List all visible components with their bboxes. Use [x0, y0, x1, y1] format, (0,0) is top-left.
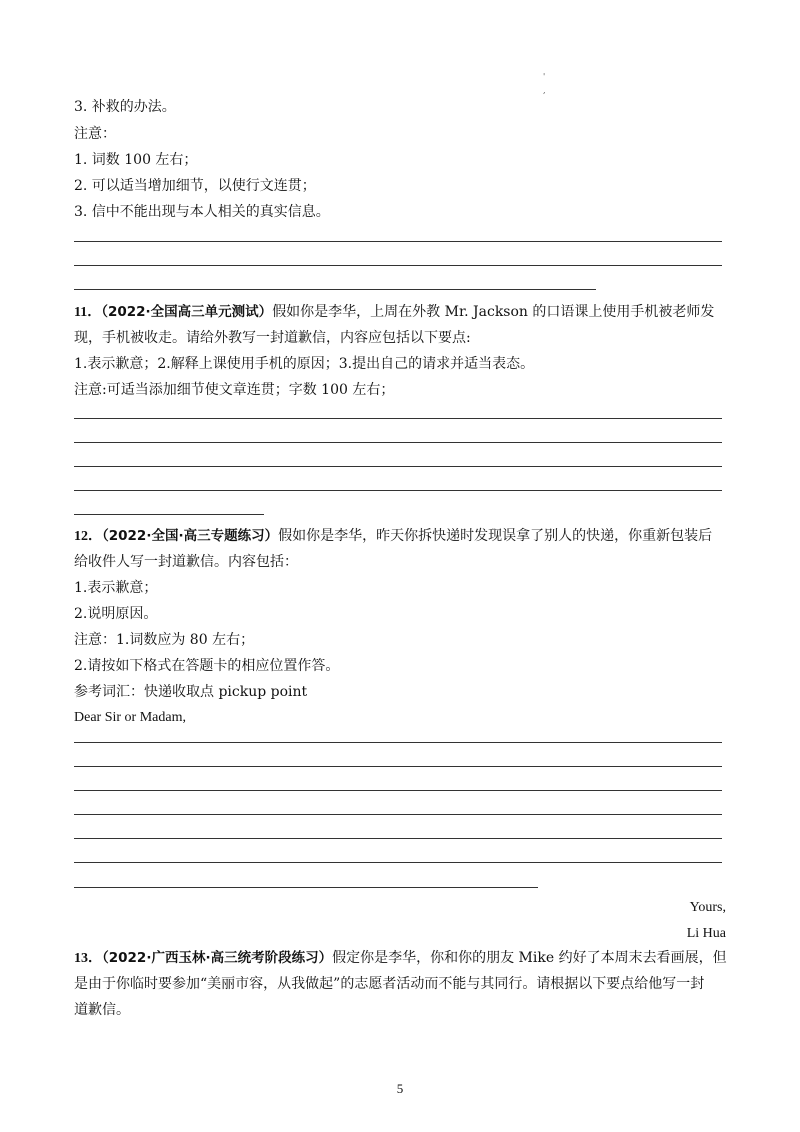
answer-line [74, 514, 264, 515]
q13-prompt-line-1 [74, 949, 727, 968]
q13-prompt-line-3: 道歉信。 [74, 1002, 130, 1018]
q11-number: 11． [74, 305, 102, 320]
q12-note-2: 2.请按如下格式在答题卡的相应位置作答。 [74, 658, 340, 674]
q12-salutation: Dear Sir or Madam, [74, 710, 186, 725]
answer-line [74, 418, 722, 419]
answer-line [74, 442, 722, 443]
answer-line [74, 766, 722, 767]
q12-point-1: 1.表示歉意； [74, 580, 158, 596]
q10-note-title: 注意： [74, 126, 116, 142]
q12-note-1: 注意：1.词数应为 80 左右； [74, 632, 255, 648]
q12-signature: Li Hua [686, 926, 726, 941]
scan-dot: ' [543, 72, 546, 81]
page-number: 5 [396, 1081, 404, 1096]
q10-note-1: 1. 词数 100 左右； [74, 152, 198, 168]
q12-vocab: 参考词汇：快递收取点 pickup point [74, 684, 308, 700]
answer-line [74, 742, 722, 743]
q11-prompt-line-1 [74, 303, 714, 322]
q12-prompt-line-1 [74, 527, 712, 546]
q12-number: 12． [74, 529, 102, 544]
answer-line [74, 265, 722, 266]
q13-prompt-line-2: 是由于你临时要参加“美丽市容，从我做起”的志愿者活动而不能与其同行。请根据以下要点给他写一封 [74, 976, 705, 992]
answer-line [74, 887, 538, 888]
q10-note-2: 2. 可以适当增加细节，以使行文连贯； [74, 178, 316, 194]
q11-source: （2022·全国高三单元测试） [101, 304, 273, 320]
q10-item-3: 3. 补救的办法。 [74, 99, 176, 115]
answer-line [74, 289, 596, 290]
answer-line [74, 862, 722, 863]
q12-closing: Yours, [689, 900, 726, 915]
scan-dot: , [543, 86, 546, 95]
answer-line [74, 838, 722, 839]
q12-prompt-text-1: 假如你是李华，昨天你拆快递时发现误拿了别人的快递，你重新包装后 [278, 528, 713, 544]
q13-number: 13． [74, 951, 102, 966]
q13-prompt-text-1: 假定你是李华，你和你的朋友 Mike 约好了本周末去看画展，但 [332, 950, 727, 966]
answer-line [74, 814, 722, 815]
answer-line [74, 790, 722, 791]
q12-point-2: 2.说明原因。 [74, 606, 158, 622]
answer-line [74, 490, 722, 491]
q11-prompt-line-2: 现，手机被收走。请给外教写一封道歉信，内容应包括以下要点: [74, 330, 471, 346]
q11-note: 注意:可适当添加细节使文章连贯；字数 100 左右； [74, 382, 395, 398]
q12-source: （2022·全国·高三专题练习） [102, 528, 279, 544]
q11-prompt-text-1: 假如你是李华，上周在外教 Mr. Jackson 的口语课上使用手机被老师发 [272, 304, 715, 320]
answer-line [74, 241, 722, 242]
answer-line [74, 466, 722, 467]
q10-note-3: 3. 信中不能出现与本人相关的真实信息。 [74, 204, 330, 220]
q13-source: （2022·广西玉林·高三统考阶段练习） [102, 950, 333, 966]
q12-prompt-line-2: 给收件人写一封道歉信。内容包括： [74, 554, 298, 570]
q11-points: 1.表示歉意；2.解释上课使用手机的原因；3.提出自己的请求并适当表态。 [74, 356, 535, 372]
